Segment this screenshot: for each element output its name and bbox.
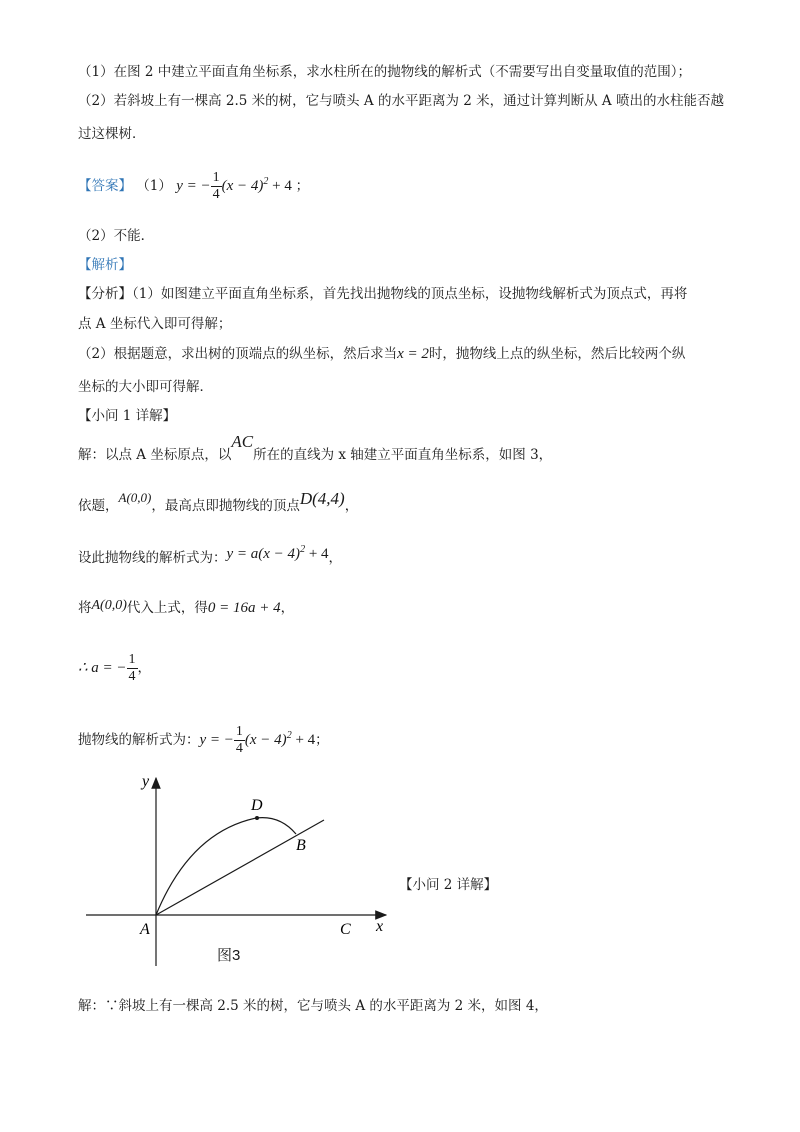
question-1: （1）在图 2 中建立平面直角坐标系，求水柱所在的抛物线的解析式（不需要写出自变量取值的范围）； [78, 64, 692, 80]
answer-1-prefix: （1） [136, 178, 172, 194]
answer-1-formula: y = − $\frac{1}{4}$ $(x - 4)^2 + 4$ [176, 170, 292, 203]
x-equals-2: x = 2 [397, 346, 429, 362]
label-a: A [140, 921, 150, 938]
figure-caption: 图3 [217, 947, 241, 964]
solution-line-4: 将A(0,0)代入上式，得0 = 16a + 4， [78, 598, 295, 616]
fenxi-line-3: （2）根据题意，求出树的顶端点的纵坐标，然后求当x = 2时，抛物线上点的纵坐标，然后比较两个纵 [78, 346, 686, 362]
question-2-line-2: 过这棵树． [78, 126, 146, 142]
fraction: $\frac{1}{4}$ [235, 724, 243, 757]
label-b: B [296, 837, 306, 854]
solution-line-6: 抛物线的解析式为：y = − $\frac{1}{4}$ $(x - 4)^2 + 4$； [78, 724, 329, 757]
label-x: x [376, 918, 384, 935]
solution-line-1: 解：以点 A 坐标原点，以AC所在的直线为 x 轴建立平面直角坐标系，如图 3， [78, 432, 553, 463]
fraction: $\frac{1}{4}$ [212, 170, 220, 203]
slope-line [156, 820, 324, 915]
label-y: y [142, 773, 150, 790]
label-d: D [251, 797, 263, 814]
answer-2: （2）不能． [78, 228, 155, 244]
fraction: $\frac{1}{4}$ [128, 652, 136, 685]
solution-last-line: 解：∵斜坡上有一棵高 2.5 米的树，它与喷头 A 的水平距离为 2 米，如图 4， [78, 998, 548, 1014]
fenxi-line-1: 【分析】（1）如图建立平面直角坐标系，首先找出抛物线的顶点坐标，设抛物线解析式为顶点式，再将 [78, 286, 688, 302]
substituted-equation: 0 = 16a + 4 [207, 600, 281, 616]
segment-ac: AC [231, 432, 254, 451]
vertex-point [255, 816, 259, 820]
sub-question-1-heading: 【小问 1 详解】 [78, 408, 177, 424]
label-c: C [340, 921, 351, 938]
analysis-tag: 【解析】 [78, 257, 132, 273]
answer-tag: 【答案】 [78, 178, 132, 194]
point-a-sub: A(0,0) [91, 598, 127, 613]
a-value: ∴ a = − $\frac{1}{4}$ [78, 652, 136, 685]
question-2-line-1: （2）若斜坡上有一棵高 2.5 米的树，它与喷头 A 的水平距离为 2 米，通过计算判断从 A 喷出的水柱能否越 [78, 93, 724, 109]
fenxi-line-2: 点 A 坐标代入即可得解； [78, 316, 232, 332]
parabola-curve [156, 818, 296, 915]
point-a-origin: A(0,0) [118, 490, 152, 505]
sub-question-2-heading: 【小问 2 详解】 [399, 877, 498, 893]
final-formula: y = − $\frac{1}{4}$ $(x - 4)^2 + 4$ [199, 724, 316, 757]
solution-line-3: 设此抛物线的解析式为：$y = a(x - 4)^2 + 4$， [78, 544, 343, 566]
point-d-vertex: D(4,4) [299, 489, 345, 508]
answer-line: 【答案】 （1） y = − $\frac{1}{4}$ $(x - 4)^2 + 4$ ； [78, 170, 310, 203]
figure-3 [80, 768, 410, 968]
solution-line-5: ∴ a = − $\frac{1}{4}$ ， [78, 652, 152, 685]
solution-line-2: 依题，A(0,0)，最高点即抛物线的顶点D(4,4)， [78, 489, 359, 514]
fenxi-line-4: 坐标的大小即可得解． [78, 379, 213, 395]
general-form: $y = a(x - 4)^2 + 4$ [226, 544, 329, 562]
